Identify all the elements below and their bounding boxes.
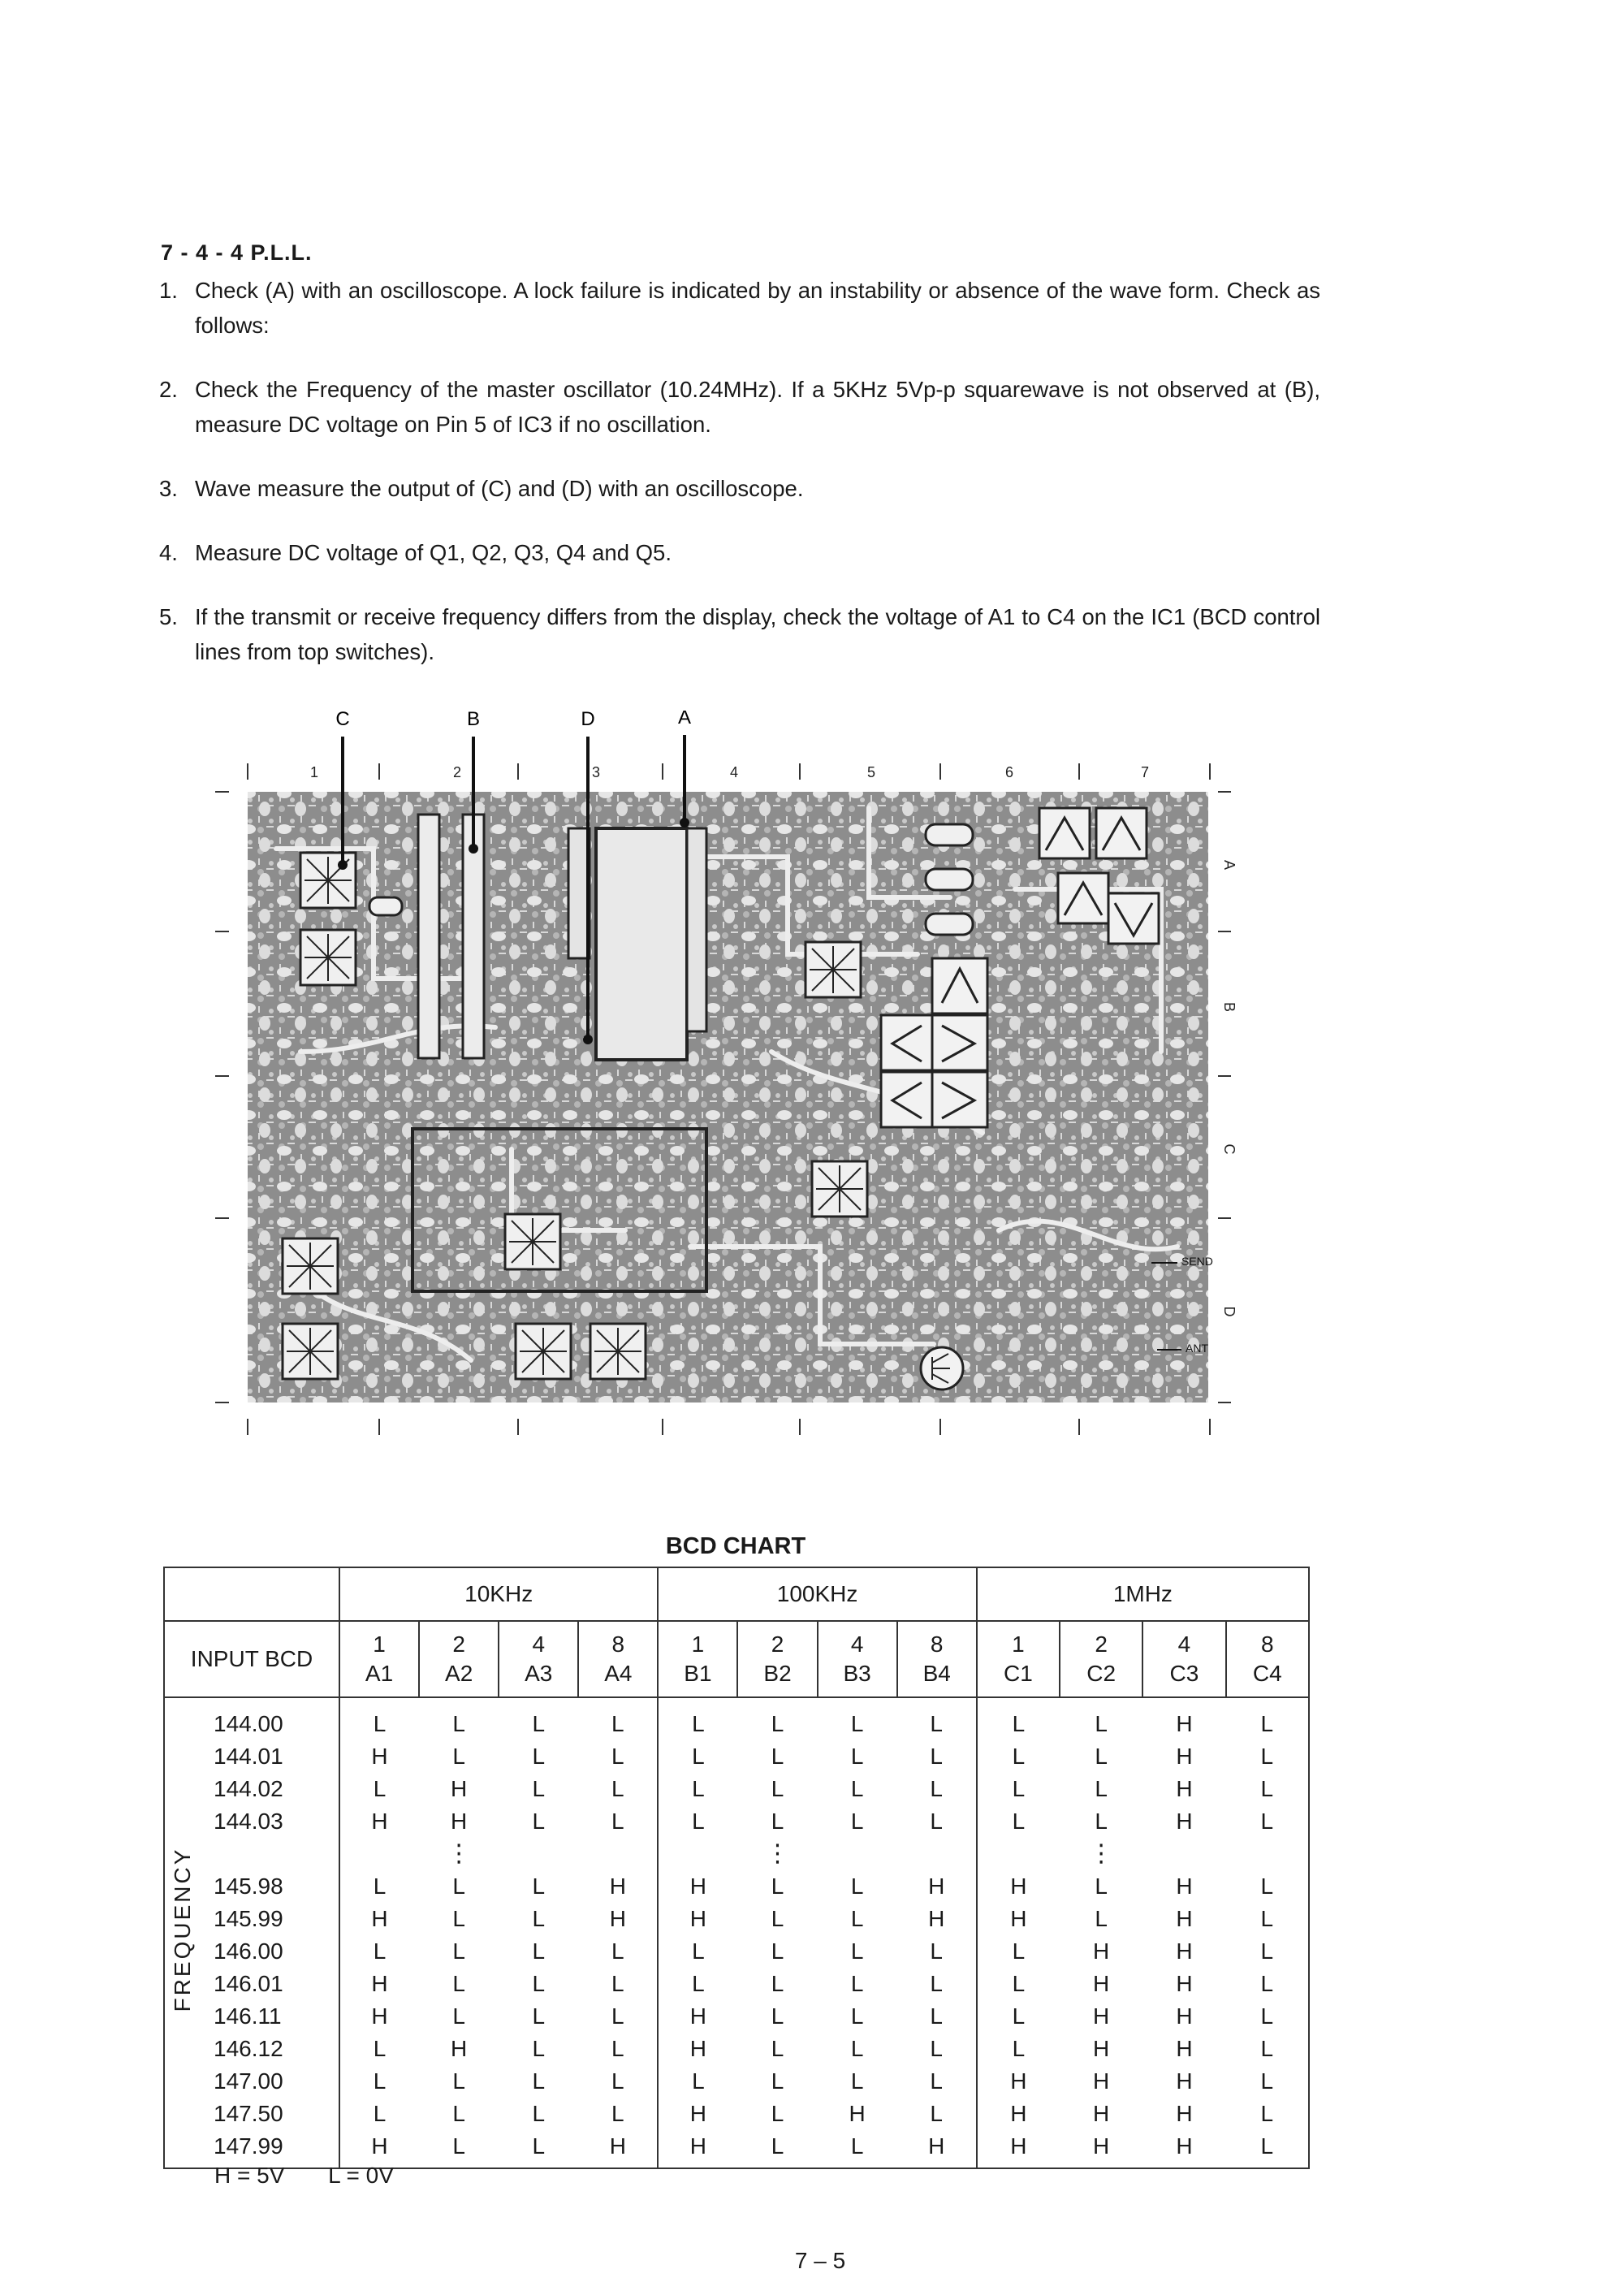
edge-label-ant: ANT — [1186, 1342, 1208, 1355]
bit-cell: H — [928, 1906, 945, 1931]
bit-header — [897, 1621, 977, 1697]
ellipsis-cell — [578, 1838, 658, 1870]
bit-cell: L — [1260, 2068, 1274, 2094]
step-text: Measure DC voltage of Q1, Q2, Q3, Q4 and Q5. — [195, 540, 672, 565]
bit-cell: H — [658, 2098, 737, 2130]
ic-strip-right — [687, 828, 706, 1031]
procedure-step — [159, 535, 1320, 570]
bit-cell: L — [611, 1971, 624, 1996]
probe-label-a: A — [677, 711, 692, 728]
bit-cell: L — [452, 1971, 465, 1996]
bit-cell: H — [1176, 1938, 1193, 1964]
table-row — [164, 2033, 1309, 2065]
bit-cell: H — [1176, 1809, 1193, 1834]
bit-cell: L — [658, 1773, 737, 1805]
frequency-cell: 144.03 — [214, 1809, 283, 1834]
bit-cell: L — [850, 1711, 864, 1736]
legend-high: H = 5V — [214, 2163, 285, 2188]
bit-cell: L — [452, 1874, 465, 1899]
legend — [214, 2163, 431, 2189]
bit-cell: H — [1176, 1776, 1193, 1801]
bit-cell: L — [1095, 1874, 1108, 1899]
bit-line-name: C1 — [1003, 1661, 1033, 1686]
input-bcd-label: INPUT BCD — [164, 1621, 339, 1697]
bit-cell: L — [1260, 1744, 1274, 1769]
bit-cell: L — [452, 2068, 465, 2094]
bit-cell: L — [452, 1711, 465, 1736]
bit-weight: 4 — [532, 1632, 546, 1657]
pll-board-diagram — [203, 711, 1242, 1441]
bit-cell: L — [1260, 1874, 1274, 1899]
bit-weight: 1 — [691, 1632, 705, 1657]
bit-cell: L — [611, 1938, 624, 1964]
bit-cell: H — [658, 2000, 737, 2033]
bit-cell: H — [658, 1903, 737, 1935]
bit-line-name: A4 — [604, 1661, 633, 1686]
bit-cell: L — [532, 1809, 546, 1834]
ellipsis-cell — [1226, 1838, 1309, 1870]
bit-weight: 4 — [850, 1632, 864, 1657]
bit-header — [419, 1621, 499, 1697]
bit-cell: L — [339, 1870, 419, 1903]
bit-line-name: C2 — [1086, 1661, 1116, 1686]
ellipsis-cell — [897, 1838, 977, 1870]
bit-cell: H — [977, 1903, 1060, 1935]
bit-cell: H — [339, 1805, 419, 1838]
bit-header — [818, 1621, 897, 1697]
bit-cell: H — [1093, 1938, 1110, 1964]
page-number: 7 – 5 — [794, 2248, 846, 2273]
corner-cell — [164, 1567, 339, 1621]
bit-cell: L — [977, 1968, 1060, 2000]
bit-cell: L — [850, 1971, 864, 1996]
bit-cell: H — [1093, 2003, 1110, 2029]
bit-weight: 2 — [771, 1632, 784, 1657]
ellipsis-row — [164, 1838, 1309, 1870]
bit-line-name: B4 — [922, 1661, 951, 1686]
column-label: 3 — [591, 764, 601, 780]
bit-header — [1060, 1621, 1142, 1697]
bit-weight: 8 — [930, 1632, 944, 1657]
step-text: If the transmit or receive frequency differs from the display, check the voltage of A1 to C4 on the IC1 (BCD control lines from top switches). — [195, 604, 1320, 664]
bit-cell: L — [977, 2000, 1060, 2033]
bit-cell: L — [611, 2101, 624, 2126]
bit-cell: L — [850, 2003, 864, 2029]
bit-weight: 8 — [1261, 1632, 1274, 1657]
bcd-chart-body — [164, 1697, 1309, 2168]
bit-cell: H — [977, 2065, 1060, 2098]
bit-cell: L — [771, 1874, 784, 1899]
frequency-cell: 146.11 — [214, 2003, 282, 2029]
bit-cell: L — [771, 2133, 784, 2159]
bit-cell: H — [977, 1870, 1060, 1903]
bit-cell: L — [930, 1776, 943, 1801]
column-label: 5 — [866, 764, 876, 780]
bit-line-name: B2 — [763, 1661, 792, 1686]
bit-cell: L — [850, 2036, 864, 2061]
bit-cell: L — [850, 1809, 864, 1834]
bit-cell: H — [928, 1874, 945, 1899]
step-number: 2. — [159, 377, 178, 402]
step-text: Check (A) with an oscilloscope. A lock failure is indicated by an instability or absence of the wave form. Check as follows: — [195, 278, 1320, 338]
bit-cell: L — [771, 2003, 784, 2029]
bit-cell: H — [1176, 2003, 1193, 2029]
bit-cell: L — [1260, 1938, 1274, 1964]
bit-cell: H — [451, 1809, 468, 1834]
bit-cell: L — [532, 1874, 546, 1899]
bit-cell: L — [1260, 1906, 1274, 1931]
table-row — [164, 1805, 1309, 1838]
bit-cell: H — [1176, 1971, 1193, 1996]
bit-cell: L — [1095, 1776, 1108, 1801]
bit-cell: L — [1260, 2101, 1274, 2126]
bit-cell: L — [1260, 2133, 1274, 2159]
column-label: 4 — [729, 764, 739, 780]
bit-line-name: B1 — [684, 1661, 712, 1686]
bit-cell: L — [452, 2101, 465, 2126]
bit-cell: L — [452, 1744, 465, 1769]
procedure-step — [159, 372, 1320, 442]
column-label: 2 — [452, 764, 462, 780]
bit-cell: L — [850, 2133, 864, 2159]
bit-header — [737, 1621, 817, 1697]
bit-weight: 4 — [1177, 1632, 1191, 1657]
row-label: D — [1221, 1306, 1237, 1317]
bit-cell: H — [1176, 2036, 1193, 2061]
bit-weight: 1 — [373, 1632, 386, 1657]
ellipsis-cell: ⋮ — [1089, 1840, 1114, 1867]
bit-weight: 2 — [452, 1632, 465, 1657]
bit-header — [578, 1621, 658, 1697]
row-label: C — [1221, 1143, 1237, 1155]
table-row — [164, 1773, 1309, 1805]
bit-cell: L — [771, 1971, 784, 1996]
bit-cell: H — [1093, 2036, 1110, 2061]
bit-cell: L — [658, 2065, 737, 2098]
bit-cell: H — [609, 2133, 626, 2159]
bit-weight: 8 — [611, 1632, 625, 1657]
bit-cell: H — [1176, 2101, 1193, 2126]
bit-cell: H — [339, 2130, 419, 2168]
bit-cell: H — [451, 2036, 468, 2061]
bcd-chart-table — [163, 1567, 1310, 2169]
bit-cell: L — [658, 1968, 737, 2000]
bit-cell: L — [850, 1874, 864, 1899]
bit-cell: L — [1260, 2003, 1274, 2029]
bit-cell: L — [532, 2068, 546, 2094]
column-label: 1 — [309, 764, 319, 780]
row-label: A — [1221, 859, 1237, 871]
bit-cell: L — [930, 1971, 943, 1996]
ellipsis-cell: ⋮ — [447, 1840, 472, 1867]
ic1-package — [596, 828, 687, 1060]
bit-cell: L — [452, 2133, 465, 2159]
frequency-cell: 146.12 — [214, 2036, 283, 2061]
bit-cell: L — [611, 2068, 624, 2094]
bit-cell: L — [532, 2101, 546, 2126]
bit-cell: H — [609, 1874, 626, 1899]
bit-cell: H — [1093, 1971, 1110, 1996]
bit-cell: L — [1260, 1971, 1274, 1996]
bit-cell: L — [452, 1906, 465, 1931]
step-text: Check the Frequency of the master oscillator (10.24MHz). If a 5KHz 5Vp-p squarewave is not observed at (B), measure DC voltage on Pin 5 of IC3 if no oscillation. — [195, 377, 1320, 437]
bit-cell: H — [1093, 2133, 1110, 2159]
bit-cell: L — [930, 2003, 943, 2029]
bit-cell: H — [658, 2130, 737, 2168]
table-row — [164, 1903, 1309, 1935]
bit-cell: L — [339, 1935, 419, 1968]
board-svg — [203, 711, 1242, 1441]
bit-header-row — [164, 1621, 1309, 1697]
bit-cell: L — [850, 1776, 864, 1801]
bit-cell: H — [339, 2000, 419, 2033]
bit-cell: H — [928, 2133, 945, 2159]
bit-cell: L — [532, 1711, 546, 1736]
bit-cell: L — [771, 2036, 784, 2061]
ellipsis-cell — [339, 1838, 419, 1870]
bit-cell: L — [850, 1906, 864, 1931]
bit-weight: 1 — [1012, 1632, 1025, 1657]
step-number: 5. — [159, 604, 178, 629]
frequency-cell: 146.01 — [214, 1971, 283, 1996]
procedure-step — [159, 471, 1320, 506]
probe-label-d: D — [581, 711, 595, 730]
step-text: Wave measure the output of (C) and (D) with an oscilloscope. — [195, 476, 804, 501]
bit-cell: L — [1260, 2036, 1274, 2061]
bit-cell: L — [532, 2133, 546, 2159]
procedure-step — [159, 273, 1320, 343]
group-header: 10KHz — [339, 1567, 658, 1621]
bit-cell: L — [1260, 1776, 1274, 1801]
bit-header — [977, 1621, 1060, 1697]
bit-line-name: C4 — [1252, 1661, 1282, 1686]
table-row — [164, 1968, 1309, 2000]
bit-cell: L — [930, 1744, 943, 1769]
frequency-cell: 147.00 — [214, 2068, 283, 2094]
bit-cell: L — [658, 1697, 737, 1740]
procedure-steps — [159, 273, 1320, 698]
ic-strip-left — [418, 815, 439, 1058]
bit-header — [499, 1621, 578, 1697]
bit-cell: L — [339, 1697, 419, 1740]
bit-cell: L — [977, 1697, 1060, 1740]
bit-cell: L — [771, 1776, 784, 1801]
bit-cell: H — [451, 1776, 468, 1801]
bit-cell: H — [339, 1968, 419, 2000]
bit-cell: L — [532, 1971, 546, 1996]
group-header: 100KHz — [658, 1567, 976, 1621]
bit-cell: H — [609, 1906, 626, 1931]
frequency-cell: 145.98 — [214, 1874, 283, 1899]
ellipsis-cell — [499, 1838, 578, 1870]
frequency-cell: 144.00 — [214, 1711, 283, 1736]
bit-header — [339, 1621, 419, 1697]
bit-cell: L — [930, 2068, 943, 2094]
legend-low: L = 0V — [328, 2163, 394, 2188]
table-row — [164, 1697, 1309, 1740]
bit-cell: H — [977, 2130, 1060, 2168]
bit-cell: L — [658, 1740, 737, 1773]
bit-cell: L — [1260, 1711, 1274, 1736]
bit-cell: L — [771, 1711, 784, 1736]
bit-cell: L — [771, 1938, 784, 1964]
bit-cell: H — [1176, 1711, 1193, 1736]
bit-cell: L — [850, 1744, 864, 1769]
step-number: 4. — [159, 540, 178, 565]
probe-label-b: B — [466, 711, 481, 730]
bit-cell: H — [1176, 1906, 1193, 1931]
table-row — [164, 1870, 1309, 1903]
bit-cell: L — [611, 2036, 624, 2061]
bit-cell: L — [339, 1773, 419, 1805]
bit-cell: L — [339, 2033, 419, 2065]
bit-cell: L — [771, 1809, 784, 1834]
step-number: 1. — [159, 278, 178, 303]
bit-cell: L — [977, 1773, 1060, 1805]
bit-cell: L — [1095, 1809, 1108, 1834]
bit-cell: H — [658, 2033, 737, 2065]
bit-cell: L — [930, 1809, 943, 1834]
frequency-cell: 147.99 — [214, 2133, 283, 2159]
bit-cell: L — [1095, 1711, 1108, 1736]
bit-cell: L — [658, 1935, 737, 1968]
bit-cell: L — [771, 1906, 784, 1931]
bit-cell: L — [452, 2003, 465, 2029]
bit-cell: H — [1093, 2101, 1110, 2126]
bit-cell: L — [339, 2098, 419, 2130]
bit-cell: L — [532, 1776, 546, 1801]
bit-cell: L — [611, 2003, 624, 2029]
bit-cell: L — [658, 1805, 737, 1838]
bit-cell: H — [977, 2098, 1060, 2130]
bit-cell: L — [977, 1740, 1060, 1773]
bit-cell: L — [1095, 1744, 1108, 1769]
frequency-cell: 147.50 — [214, 2101, 283, 2126]
bit-cell: L — [771, 2068, 784, 2094]
bit-cell: L — [771, 1744, 784, 1769]
bit-cell: L — [532, 2036, 546, 2061]
ellipsis-cell — [818, 1838, 897, 1870]
bit-line-name: A2 — [445, 1661, 473, 1686]
frequency-cell: 144.02 — [214, 1776, 283, 1801]
bit-cell: L — [532, 1906, 546, 1931]
frequency-cell: 144.01 — [214, 1744, 283, 1769]
bit-cell: L — [977, 1935, 1060, 1968]
bit-cell: H — [1093, 2068, 1110, 2094]
bit-line-name: A1 — [365, 1661, 394, 1686]
bit-cell: L — [930, 2101, 943, 2126]
ellipsis-cell — [977, 1838, 1060, 1870]
frequency-cell: 145.99 — [214, 1906, 283, 1931]
bit-cell: H — [339, 1903, 419, 1935]
frequency-cell: 146.00 — [214, 1938, 283, 1964]
frequency-label: FREQUENCY — [170, 1847, 195, 2012]
bit-cell: L — [452, 1938, 465, 1964]
table-row — [164, 2000, 1309, 2033]
procedure-step — [159, 599, 1320, 669]
bit-cell: L — [850, 2068, 864, 2094]
bit-cell: L — [977, 2033, 1060, 2065]
bit-cell: L — [339, 2065, 419, 2098]
group-header-row — [164, 1567, 1309, 1621]
bit-cell: L — [611, 1776, 624, 1801]
table-row — [164, 1740, 1309, 1773]
ellipsis-cell: ⋮ — [765, 1840, 790, 1867]
column-label: 6 — [1004, 764, 1014, 780]
table-row — [164, 2065, 1309, 2098]
bit-cell: H — [339, 1740, 419, 1773]
bit-cell: L — [930, 1711, 943, 1736]
section-title: 7 - 4 - 4 P.L.L. — [161, 240, 313, 265]
group-header: 1MHz — [977, 1567, 1309, 1621]
bit-cell: L — [611, 1711, 624, 1736]
bit-cell: H — [1176, 1874, 1193, 1899]
bit-line-name: B3 — [843, 1661, 871, 1686]
bit-cell: L — [977, 1805, 1060, 1838]
bit-header — [1226, 1621, 1309, 1697]
bit-cell: H — [849, 2101, 866, 2126]
bit-cell: L — [611, 1744, 624, 1769]
bit-cell: L — [850, 1938, 864, 1964]
bit-cell: H — [658, 1870, 737, 1903]
bit-line-name: C3 — [1169, 1661, 1199, 1686]
bit-header — [1142, 1621, 1225, 1697]
bit-cell: L — [1260, 1809, 1274, 1834]
bit-weight: 2 — [1095, 1632, 1108, 1657]
frequency-side-label — [165, 1808, 201, 2051]
bit-cell: L — [771, 2101, 784, 2126]
row-label: B — [1221, 1001, 1237, 1013]
edge-label-send: SEND — [1181, 1255, 1213, 1268]
bit-cell: L — [930, 2036, 943, 2061]
probe-label-c: C — [335, 711, 350, 730]
table-row — [164, 1935, 1309, 1968]
ellipsis-cell — [1142, 1838, 1225, 1870]
bit-cell: L — [532, 2003, 546, 2029]
ellipsis-cell — [658, 1838, 737, 1870]
column-label: 7 — [1140, 764, 1150, 780]
bit-cell: L — [611, 1809, 624, 1834]
bit-cell: H — [1176, 2133, 1193, 2159]
bit-cell: L — [1095, 1906, 1108, 1931]
bit-cell: L — [532, 1744, 546, 1769]
bcd-chart-title: BCD CHART — [665, 1533, 806, 1559]
bit-cell: L — [930, 1938, 943, 1964]
bit-cell: L — [532, 1938, 546, 1964]
step-number: 3. — [159, 476, 178, 501]
bit-cell: H — [1176, 2068, 1193, 2094]
bit-header — [658, 1621, 737, 1697]
table-row — [164, 2098, 1309, 2130]
bit-cell: H — [1176, 1744, 1193, 1769]
bit-line-name: A3 — [525, 1661, 553, 1686]
